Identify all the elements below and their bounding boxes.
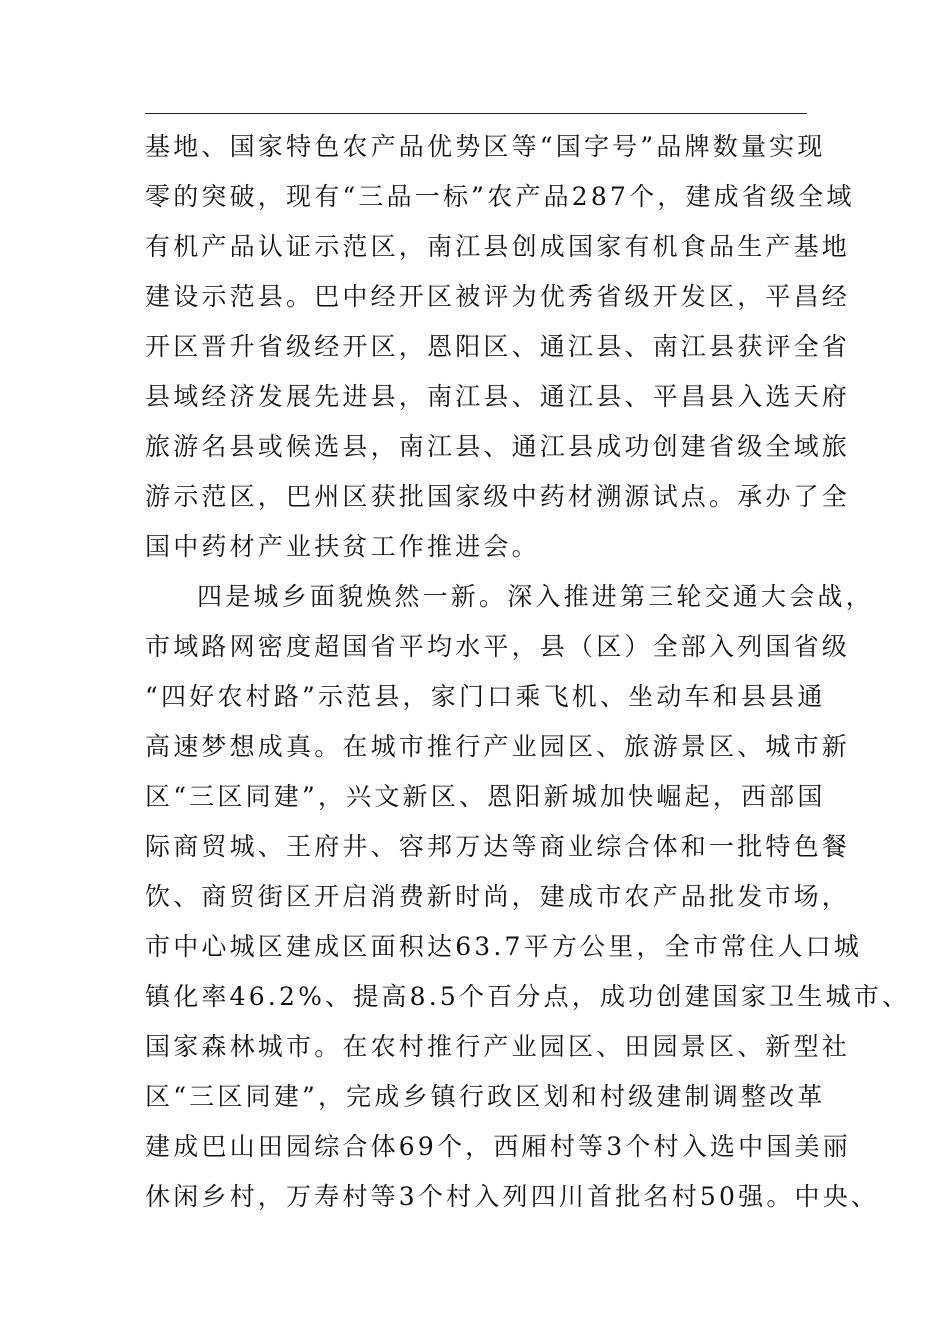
text-line: 零的突破，现有“三品一标”农产品287个，建成省级全域	[145, 182, 855, 211]
text-line: 旅游名县或候选县，南江县、通江县成功创建省级全域旅	[145, 432, 851, 461]
header-rule	[145, 113, 807, 114]
text-line: 有机产品认证示范区，南江县创成国家有机食品生产基地	[145, 232, 851, 261]
text-line: 国中药材产业扶贫工作推进会。	[145, 532, 540, 561]
text-line: 建设示范县。巴中经开区被评为优秀省级开发区，平昌经	[145, 282, 851, 311]
text-line: 饮、商贸街区开启消费新时尚，建成市农产品批发市场，	[145, 882, 851, 911]
text-line: 游示范区，巴州区获批国家级中药材溯源试点。承办了全	[145, 482, 851, 511]
text-line: 市域路网密度超国省平均水平，县（区）全部入列国省级	[145, 632, 851, 661]
text-line: 休闲乡村，万寿村等3个村入列四川首批名村50强。中央、	[145, 1182, 880, 1211]
paragraph-first-line: 四是城乡面貌焕然一新。深入推进第三轮交通大会战，	[197, 582, 874, 611]
text-line: 国家森林城市。在农村推行产业园区、田园景区、新型社	[145, 1032, 851, 1061]
text-line: 区“三区同建”，兴文新区、恩阳新城加快崛起，西部国	[145, 782, 826, 811]
text-line: 高速梦想成真。在城市推行产业园区、旅游景区、城市新	[145, 732, 851, 761]
text-line: “四好农村路”示范县，家门口乘飞机、坐动车和县县通	[145, 682, 826, 711]
body-text	[145, 122, 911, 1222]
text-line: 建成巴山田园综合体69个，西厢村等3个村入选中国美丽	[145, 1132, 851, 1161]
text-line: 镇化率46.2%、提高8.5个百分点，成功创建国家卫生城市、	[145, 982, 911, 1011]
text-line: 开区晋升省级经开区，恩阳区、通江县、南江县获评全省	[145, 332, 851, 361]
text-line: 市中心城区建成区面积达63.7平方公里，全市常住人口城	[145, 932, 863, 961]
text-line: 基地、国家特色农产品优势区等“国字号”品牌数量实现	[145, 132, 826, 161]
text-line: 区“三区同建”，完成乡镇行政区划和村级建制调整改革	[145, 1082, 826, 1111]
text-line: 县域经济发展先进县，南江县、通江县、平昌县入选天府	[145, 382, 851, 411]
text-line: 际商贸城、王府井、容邦万达等商业综合体和一批特色餐	[145, 832, 851, 861]
